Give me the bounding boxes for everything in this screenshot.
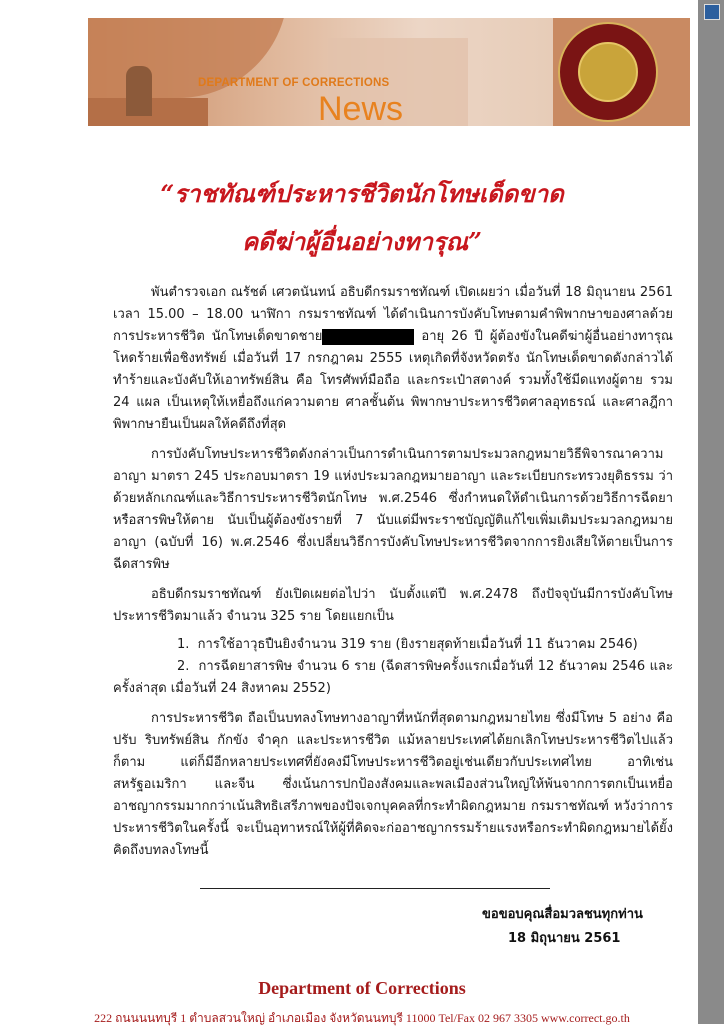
paragraph-3: อธิบดีกรมราชทัณฑ์ ยังเปิดเผยต่อไปว่า นับตั้งแต่ปี พ.ศ.2478 ถึงปัจจุบันมีการบังคับโทษประหารชีวิตมาแล้ว จำนวน 325 ราย โดยแยกเป็น — [113, 587, 673, 624]
banner-news-text: News — [318, 90, 404, 126]
paragraph-2: การบังคับโทษประหารชีวิตดังกล่าวเป็นการดำเนินการตามประมวลกฎหมายวิธีพิจารณาความอาญา มาตรา 245 ประกอบมาตรา 19 แห่งประมวลกฎหมายอาญา และระเบียบกระทรวงยุติธรรม ว่าด้วยหลักเกณฑ์และวิธีการประหารชีวิตนักโทษ พ.ศ.2546 ซึ่งกำหนดให้ดำเนินการด้วยวิธีการฉีดยาหรือสารพิษให้ตาย นับเป็นผู้ต้องขังรายที่ 7 นับแต่มีพระราชบัญญัติแก้ไขเพิ่มเติมประมวลกฎหมายอาญา (ฉบับที่ 16) พ.ศ.2546 ซึ่งเปลี่ยนวิธีการบังคับโทษประหารชีวิตจากการยิงเสียให้ตายเป็นการฉีดสารพิษ — [113, 447, 673, 572]
seal-emblem-icon — [578, 42, 638, 102]
article-body — [113, 282, 673, 862]
footer-organization: Department of Corrections — [258, 978, 466, 998]
paragraph-1-end: อายุ 26 ปี ผู้ต้องขังในคดีฆ่าผู้อื่นอย่างทารุณโหดร้ายเพื่อชิงทรัพย์ เมื่อวันที่ 17 กรกฎาคม 2555 เหตุเกิดที่จังหวัดตรัง นักโทษเด็ดขาดดังกล่าวได้ทำร้ายและบังคับให้เอาทรัพย์สิน คือ โทรศัพท์มือถือ และกระเป๋าสตางค์ รวมทั้งใช้มีดแทงผู้ตาย รวม 24 แผล เป็นเหตุให้เหยื่อถึงแก่ความตาย ศาลชั้นต้น พิพากษาประหารชีวิตศาลอุทธรณ์ และศาลฎีกาพิพากษายืนเป็นผลให้คดีถึงที่สุด — [113, 329, 673, 432]
header-banner — [88, 18, 690, 126]
document-flow — [0, 170, 698, 1027]
closing-thanks: ขอขอบคุณสื่อมวลชนทุกท่าน — [482, 907, 643, 922]
list-text: การฉีดยาสารพิษ จำนวน 6 ราย (ฉีดสารพิษครั้งแรกเมื่อวันที่ 12 ธันวาคม 2546 และครั้งล่าสุด เมื่อวันที่ 24 สิงหาคม 2552) — [113, 659, 673, 696]
banner-guard-graphic — [126, 66, 152, 116]
footer — [0, 951, 698, 1027]
signature-divider — [200, 888, 550, 889]
department-seal-logo — [558, 22, 658, 122]
closing-date: 18 มิถุนายน 2561 — [508, 931, 621, 946]
execution-method-list — [113, 634, 673, 700]
converter-watermark-strip — [698, 0, 724, 1024]
list-text: การใช้อาวุธปืนยิงจำนวน 319 ราย (ยิงรายสุดท้ายเมื่อวันที่ 11 ธันวาคม 2546) — [197, 637, 638, 652]
converter-logo-icon — [704, 4, 720, 20]
headline-line-2: คดีฆ่าผู้อื่นอย่างทารุณ” — [242, 227, 482, 256]
list-item — [113, 634, 673, 656]
footer-address: 222 ถนนนนทบุรี 1 ตำบลสวนใหญ่ อำเภอเมือง จังหวัดนนทบุรี 11000 Tel/Fax 02 967 3305 www.correct.go.th — [94, 1011, 630, 1025]
list-number: 1. — [177, 637, 190, 652]
redacted-name-block — [322, 329, 414, 345]
paragraph-4: การประหารชีวิต ถือเป็นบทลงโทษทางอาญาที่หนักที่สุดตามกฎหมายไทย ซึ่งมีโทษ 5 อย่าง คือ ปรับ ริบทรัพย์สิน กักขัง จำคุก และประหารชีวิต แม้หลายประเทศได้ยกเลิกโทษประหารชีวิตไปแล้วก็ตาม แต่ก็มีอีกหลายประเทศที่ยังคงมีโทษประหารชีวิตอยู่เช่นเดียวกับประเทศไทย อาทิเช่น สหรัฐอเมริกา และจีน ซึ่งเน้นการปกป้องสังคมและพลเมืองส่วนใหญ่ให้พ้นจากการตกเป็นเหยื่ออาชญากรรมมากกว่าเน้นสิทธิเสรีภาพของปัจเจกบุคคลที่กระทำผิดกฎหมาย กรมราชทัณฑ์ หวังว่าการประหารชีวิตในครั้งนี้ จะเป็นอุทาหรณ์ให้ผู้ที่คิดจะก่ออาชญากรรมร้ายแรงหรือกระทำผิดกฎหมายได้ยั้งคิดถึงบทลงโทษนี้ — [113, 711, 673, 858]
headline-line-1: “ราชทัณฑ์ประหารชีวิตนักโทษเด็ดขาด — [160, 179, 564, 208]
list-number: 2. — [177, 659, 190, 674]
paragraph-1-start: พันตำรวจเอก ณรัชต์ เศวตนันทน์ อธิบดีกรมราชทัณฑ์ เปิดเผยว่า เมื่อวันที่ 18 มิถุนายน 2561 เวลา 15.00 – 18.00 นาฬิกา กรมราชทัณฑ์ ได้ดำเนินการบังคับโทษตามคำพิพากษาของศาลด้วยการประหารชีวิต นักโทษเด็ดขาดชาย — [113, 285, 673, 344]
banner-department-text: DEPARTMENT OF CORRECTIONS — [198, 77, 390, 89]
list-item — [113, 656, 673, 700]
paragraph-1 — [113, 282, 673, 436]
